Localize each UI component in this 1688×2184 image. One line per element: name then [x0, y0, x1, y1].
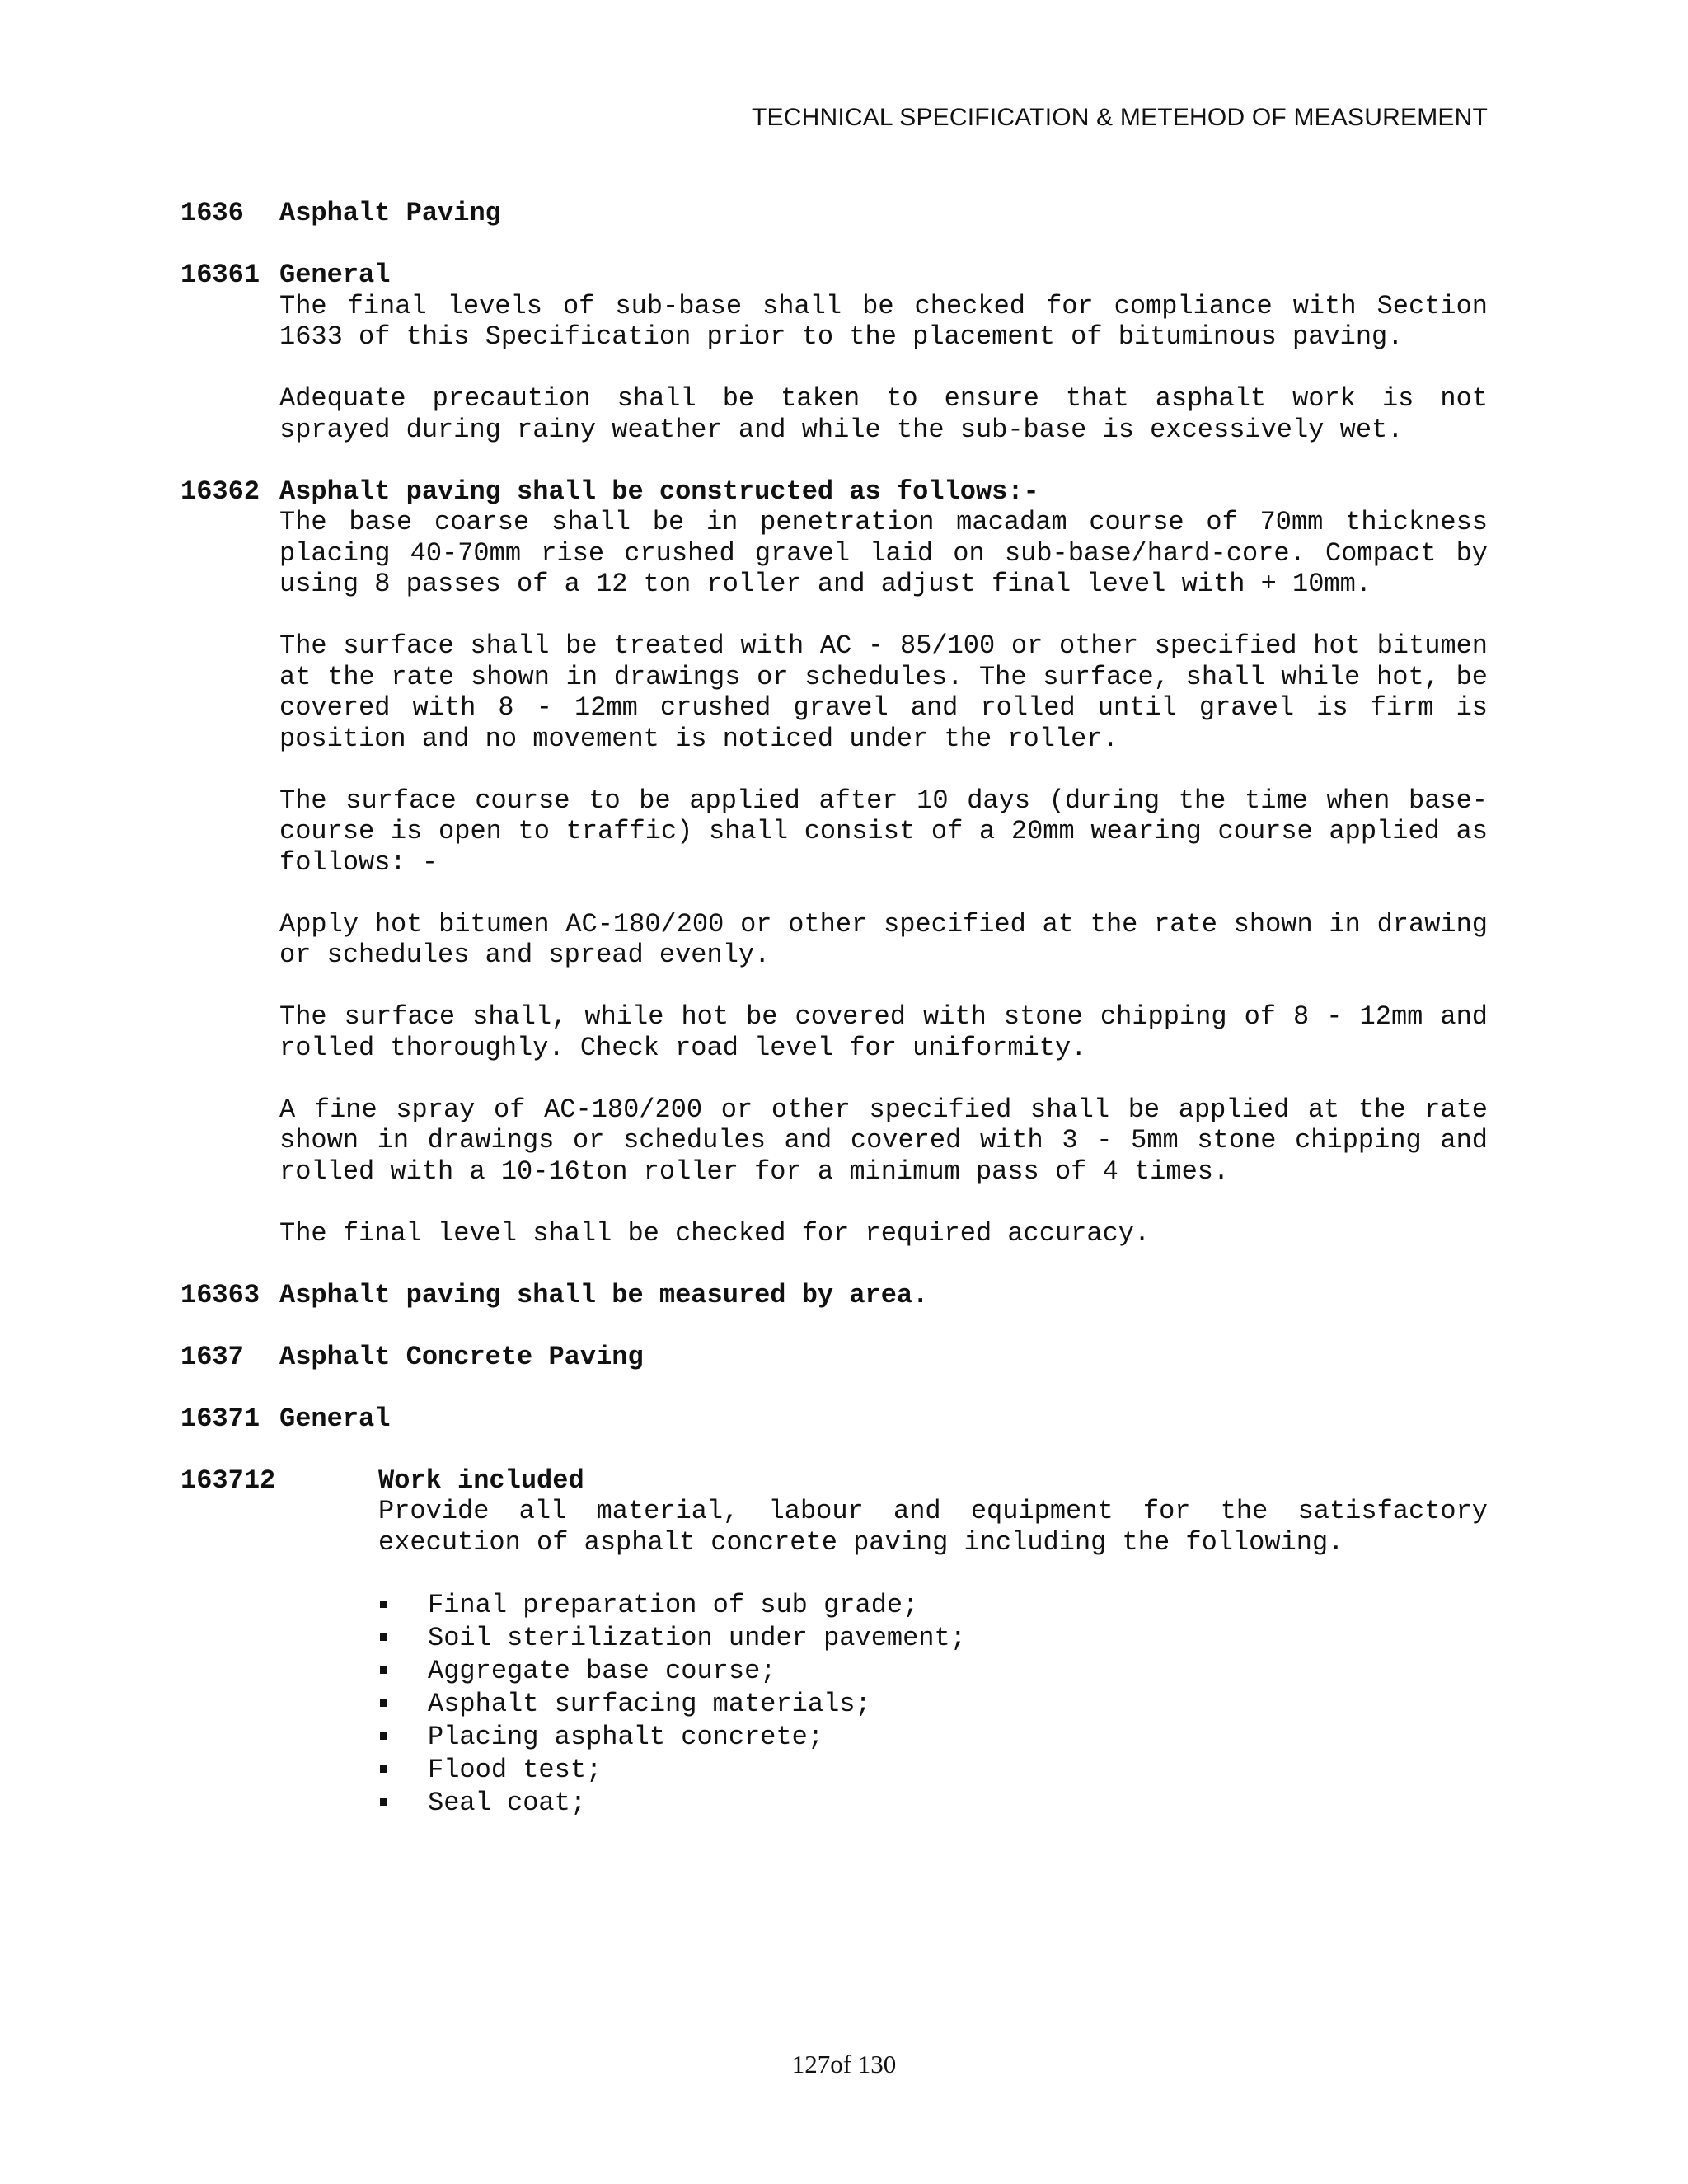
section-body-16361 [181, 291, 1488, 446]
section-heading-16361 [181, 260, 1488, 291]
section-title: Asphalt Paving [279, 198, 501, 228]
paragraph: The final level shall be checked for required accuracy. [279, 1217, 1151, 1249]
list-item [378, 1589, 1488, 1622]
section-heading-16371 [181, 1404, 1488, 1435]
document-body [181, 198, 1488, 1820]
section-body-163712 [181, 1496, 1488, 1820]
section-number: 16363 [181, 1279, 260, 1310]
list-item-text: Aggregate base course; [428, 1655, 776, 1686]
list-item [378, 1787, 1488, 1820]
section-title: Work included [378, 1465, 584, 1496]
bullet-icon [380, 1798, 387, 1806]
list-item [378, 1688, 1488, 1721]
section-heading-1637 [181, 1342, 1488, 1373]
page-number: 127of 130 [791, 2050, 897, 2079]
paragraph: The final levels of sub-base shall be checked for compliance with Section 1633 of this Specification prior to the placement of bituminous paving. [279, 290, 1488, 352]
section-heading-16362 [181, 476, 1488, 508]
paragraph: The surface shall be treated with AC - 85/100 or other specified hot bitumen at the rate shown in drawings or schedules. The surface, shall while hot, be covered with 8 - 12mm crushed gravel and rolled until gravel is firm is position and no movement is noticed under the roller. [279, 630, 1488, 754]
list-item-text: Soil sterilization under pavement; [428, 1622, 966, 1653]
list-item [378, 1622, 1488, 1655]
section-heading-163712 [181, 1465, 1488, 1497]
list-item [378, 1754, 1488, 1787]
bullet-icon [380, 1765, 387, 1773]
list-item-text: Asphalt surfacing materials; [428, 1688, 871, 1719]
list-item-text: Seal coat; [428, 1787, 587, 1818]
section-title: General [279, 260, 391, 290]
bullet-icon [380, 1732, 387, 1740]
list-item-text: Flood test; [428, 1754, 603, 1785]
list-item-text: Placing asphalt concrete; [428, 1721, 824, 1752]
section-number: 16361 [181, 260, 260, 290]
section-heading-1636 [181, 198, 1488, 229]
paragraph: A fine spray of AC-180/200 or other specified shall be applied at the rate shown in drawings or schedules and covered with 3 - 5mm stone chipping and rolled with a 10-16ton roller for a minimum pass of 4 times. [279, 1094, 1488, 1187]
paragraph: Adequate precaution shall be taken to ensure that asphalt work is not sprayed during rainy weather and while the sub-base is excessively wet. [279, 383, 1488, 445]
section-number: 163712 [181, 1465, 276, 1496]
section-number: 1636 [181, 198, 244, 228]
section-number: 16362 [181, 476, 260, 507]
bullet-icon [380, 1699, 387, 1707]
list-item [378, 1721, 1488, 1754]
bullet-icon [380, 1666, 387, 1674]
bullet-icon [380, 1601, 387, 1608]
list-item [378, 1655, 1488, 1688]
section-number: 16371 [181, 1403, 260, 1434]
paragraph: The surface shall, while hot be covered with stone chipping of 8 - 12mm and rolled thoroughly. Check road level for uniformity. [279, 1001, 1488, 1063]
section-title: Asphalt paving shall be constructed as follows:- [279, 476, 1039, 507]
section-heading-16363 [181, 1280, 1488, 1311]
bullet-icon [380, 1633, 387, 1641]
list-item-text: Final preparation of sub grade; [428, 1589, 919, 1620]
section-number: 1637 [181, 1341, 244, 1372]
paragraph: The surface course to be applied after 10 days (during the time when base-course is open to traffic) shall consist of a 20mm wearing course applied as follows: - [279, 785, 1488, 878]
section-title: Asphalt Concrete Paving [279, 1341, 644, 1372]
paragraph: The base coarse shall be in penetration macadam course of 70mm thickness placing 40-70mm rise crushed gravel laid on sub-base/hard-core. Compact by using 8 passes of a 12 ton roller and adjust final level with + 10mm. [279, 507, 1488, 599]
section-title: Asphalt paving shall be measured by area. [279, 1279, 929, 1310]
section-body-16362 [181, 507, 1488, 1249]
work-items-list [378, 1589, 1488, 1820]
section-title: General [279, 1403, 391, 1434]
paragraph: Apply hot bitumen AC-180/200 or other specified at the rate shown in drawing or schedules and spread evenly. [279, 908, 1488, 970]
page-header: TECHNICAL SPECIFICATION & METEHOD OF MEASUREMENT [751, 104, 1488, 131]
paragraph: Provide all material, labour and equipment for the satisfactory execution of asphalt concrete paving including the following. [378, 1496, 1488, 1558]
